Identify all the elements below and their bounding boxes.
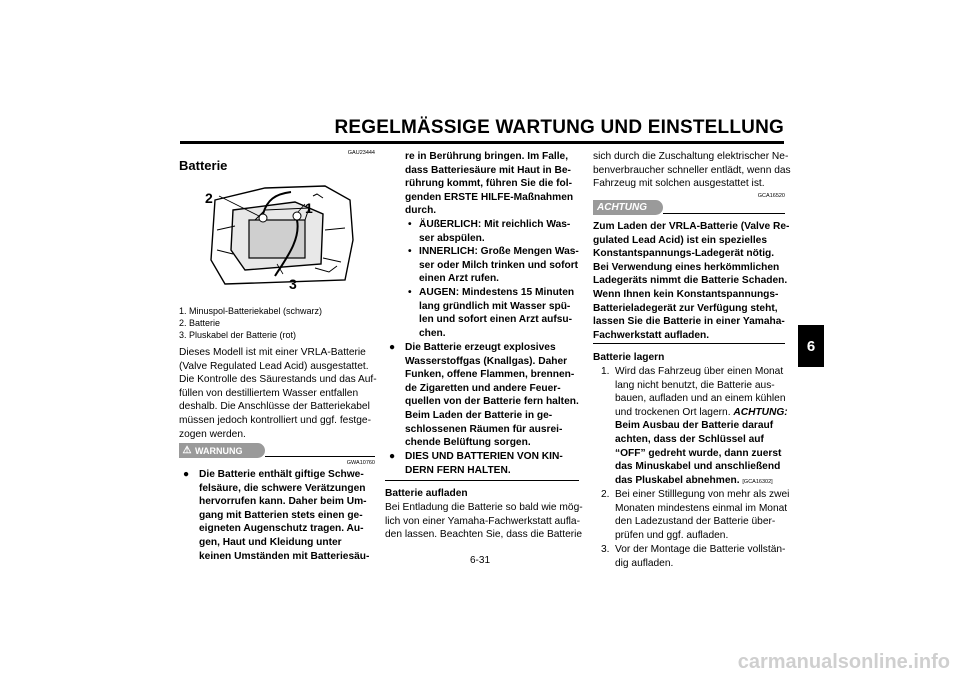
text-line: Wird das Fahrzeug über einen Monat [615, 366, 784, 377]
warning-bullet-2 [385, 341, 579, 450]
section-title: Batterie [179, 158, 228, 173]
text-line: gen, Haut und Kleidung unter [199, 536, 342, 548]
text-line: Ladegeräts nimmt die Batterie Schaden. [593, 275, 788, 287]
text-line: rührung kommt, führen Sie die fol- [405, 178, 572, 190]
text-line: benverbraucher schneller entlädt, wenn das [593, 164, 791, 176]
text-line: (Valve Regulated Lead Acid) ausgestattet. [179, 360, 369, 372]
text-line: Wasserstoffgas (Knallgas). Daher [405, 355, 568, 367]
warning-code: GWA10760 [346, 460, 375, 466]
text-line: gang mit Batterien stets einen ge- [199, 509, 363, 521]
text-line: Fahrzeug mit solchen ausgestattet ist. [593, 178, 765, 190]
caution-code: GCA16520 [757, 193, 785, 199]
text-segment: und trockenen Ort lagern. [615, 406, 731, 418]
caution-rule [663, 213, 785, 214]
figure-legend [179, 305, 322, 341]
text-line: re in Berührung bringen. Im Falle, [405, 151, 569, 162]
text-segment: das Pluskabel abnehmen. [615, 474, 740, 486]
page-header-title: REGELMÄSSIGE WARTUNG UND EINSTELLUNG [334, 117, 784, 138]
bullet-icon: ● [183, 469, 190, 480]
text-line: Die Batterie enthält giftige Schwe- [199, 469, 364, 480]
charge-paragraph [385, 501, 583, 542]
warning-bullet-1 [179, 468, 375, 563]
text-line: den lassen. Beachten Sie, dass die Batterie [385, 529, 583, 541]
chapter-tab: 6 [798, 325, 824, 367]
text-line: keinen Umständen mit Batteriesäu- [199, 550, 370, 562]
text-line: Wenn Ihnen kein Konstantspannungs- [593, 288, 779, 300]
text-line: füllen von destilliertem Wasser entfallen [179, 387, 359, 399]
figure-callout-1: 1 [305, 200, 313, 216]
text-line: sich durch die Zuschaltung elektrischer Ne- [593, 151, 789, 162]
warning-badge [179, 443, 265, 458]
text-line: gulated Lead Acid) ist ein spezielles [593, 234, 767, 246]
sub-bullet-internal [405, 245, 579, 286]
text-line: lassen Sie die Batterie in einer Yamaha- [593, 316, 785, 328]
warning-continuation [405, 150, 573, 218]
text-line: deshalb. Die Anschlüsse der Batteriekabel [179, 401, 370, 413]
text-line: Funken, offene Flammen, brennen- [405, 369, 575, 381]
warning-rule [265, 456, 375, 457]
sub-bullet-icon: • [408, 246, 412, 257]
text-line: einen Arzt rufen. [419, 273, 499, 285]
text-line: schlossenen Räumen für ausrei- [405, 423, 563, 435]
text-line: zogen werden. [179, 428, 246, 440]
step-number: 3. [601, 544, 610, 555]
text-line: Dieses Modell ist mit einer VRLA-Batterie [179, 347, 366, 358]
text-line: ÄUßERLICH: Mit reichlich Was- [419, 219, 571, 230]
step-number: 2. [601, 489, 610, 500]
battery-figure [205, 180, 355, 288]
text-line: Bei Entladung die Batterie so bald wie mög- [385, 502, 583, 513]
inline-code: [GCA16302] [742, 478, 773, 485]
text-line: Batterieladegerät zur Verfügung steht, [593, 302, 778, 314]
text-line: Die Batterie erzeugt explosives [405, 342, 556, 353]
legend-item: 1. Minuspol-Batteriekabel (schwarz) [179, 306, 323, 316]
charge-continuation [593, 150, 791, 191]
warning-bullet-3 [385, 450, 579, 477]
text-line: ser abspülen. [419, 232, 485, 244]
text-line: Vor der Montage die Batterie vollstän- [615, 544, 786, 555]
text-line: dig aufladen. [615, 557, 674, 569]
text-line: “OFF” gedreht wurde, dann zuerst [615, 447, 782, 459]
sub-bullet-external [405, 218, 570, 245]
text-line: Bei Verwendung eines herkömmlichen [593, 261, 780, 273]
storage-step-3 [593, 543, 785, 570]
text-line: ser oder Milch trinken und sofort [419, 259, 579, 271]
text-line: DERN FERN HALTEN. [405, 464, 511, 476]
sub-bullet-icon: • [408, 287, 412, 298]
text-line: eigneten Augenschutz tragen. Au- [199, 523, 364, 535]
text-line: felsäure, die schwere Verätzungen [199, 482, 366, 494]
warning-label: WARNUNG [195, 445, 243, 456]
text-line: Beim Ausbau der Batterie darauf [615, 420, 774, 432]
text-line: AUGEN: Mindestens 15 Minuten [419, 287, 575, 298]
text-line: chende Belüftung sorgen. [405, 437, 531, 449]
text-line: DIES UND BATTERIEN VON KIN- [405, 451, 563, 462]
page-number: 6-31 [469, 555, 490, 566]
achtung-inline: ACHTUNG: [733, 406, 788, 418]
legend-item: 3. Pluskabel der Batterie (rot) [179, 330, 297, 340]
text-line: chen. [419, 327, 446, 339]
text-line: lang nicht benutzt, die Batterie aus- [615, 379, 775, 391]
intro-paragraph [179, 346, 377, 441]
storage-step-2 [593, 488, 790, 542]
figure-callout-2: 2 [205, 190, 213, 206]
text-line: lich von einer Yamaha-Fachwerkstatt aufla- [385, 515, 580, 527]
storage-step-1 [593, 365, 788, 489]
text-line: achten, dass der Schlüssel auf [615, 433, 764, 445]
text-line: durch. [405, 205, 437, 217]
text-line: Die Kontrolle des Säurestands und das Auf- [179, 374, 377, 386]
text-line: genden ERSTE HILFE-Maßnahmen [405, 191, 574, 203]
step-number: 1. [601, 366, 610, 377]
text-line: Beim Laden der Batterie in ge- [405, 409, 553, 421]
caution-text [593, 220, 789, 342]
text-line: len und sofort einen Arzt aufsu- [419, 314, 573, 326]
text-line: Konstantspannungs-Ladegerät nötig. [593, 248, 775, 260]
text-line: Fachwerkstatt aufladen. [593, 329, 710, 341]
storage-title: Batterie lagern [593, 352, 665, 363]
text-line: de Zigaretten und andere Feuer- [405, 382, 561, 394]
text-line: Bei einer Stilllegung von mehr als zwei [615, 489, 790, 500]
header-rule [180, 141, 784, 144]
watermark: carmanualsonline.info [737, 651, 950, 673]
text-line: Zum Laden der VRLA-Batterie (Valve Re- [593, 221, 790, 232]
warning-end-rule [385, 480, 579, 481]
legend-item: 2. Batterie [179, 318, 221, 328]
caution-end-rule [593, 343, 785, 344]
bullet-icon: ● [389, 342, 396, 353]
sub-bullet-eyes [405, 286, 574, 340]
text-line: INNERLICH: Große Mengen Was- [419, 246, 579, 257]
text-line: müssen jedoch kontrolliert und ggf. festge- [179, 414, 371, 426]
text-line: das Minuskabel und anschließend [615, 461, 781, 473]
text-line: hervorrufen kann. Daher beim Um- [199, 496, 367, 508]
caution-badge: ACHTUNG [593, 200, 663, 215]
text-line: lang gründlich mit Wasser spü- [419, 300, 571, 312]
text-line: prüfen und ggf. aufladen. [615, 529, 729, 541]
section-code: GAU23444 [347, 150, 375, 156]
text-line: den Ladezustand der Batterie über- [615, 516, 776, 528]
warning-triangle-icon: ⚠ [182, 445, 192, 456]
figure-callout-3: 3 [289, 276, 297, 292]
bullet-icon: ● [389, 451, 396, 462]
text-line: quellen von der Batterie fern halten. [405, 396, 579, 408]
charge-title: Batterie aufladen [385, 488, 468, 499]
text-line: bauen, aufladen und an einem kühlen [615, 393, 786, 405]
text-line: dass Batteriesäure mit Haut in Be- [405, 164, 571, 176]
text-line: Monaten mindestens einmal im Monat [615, 502, 788, 514]
sub-bullet-icon: • [408, 219, 412, 230]
